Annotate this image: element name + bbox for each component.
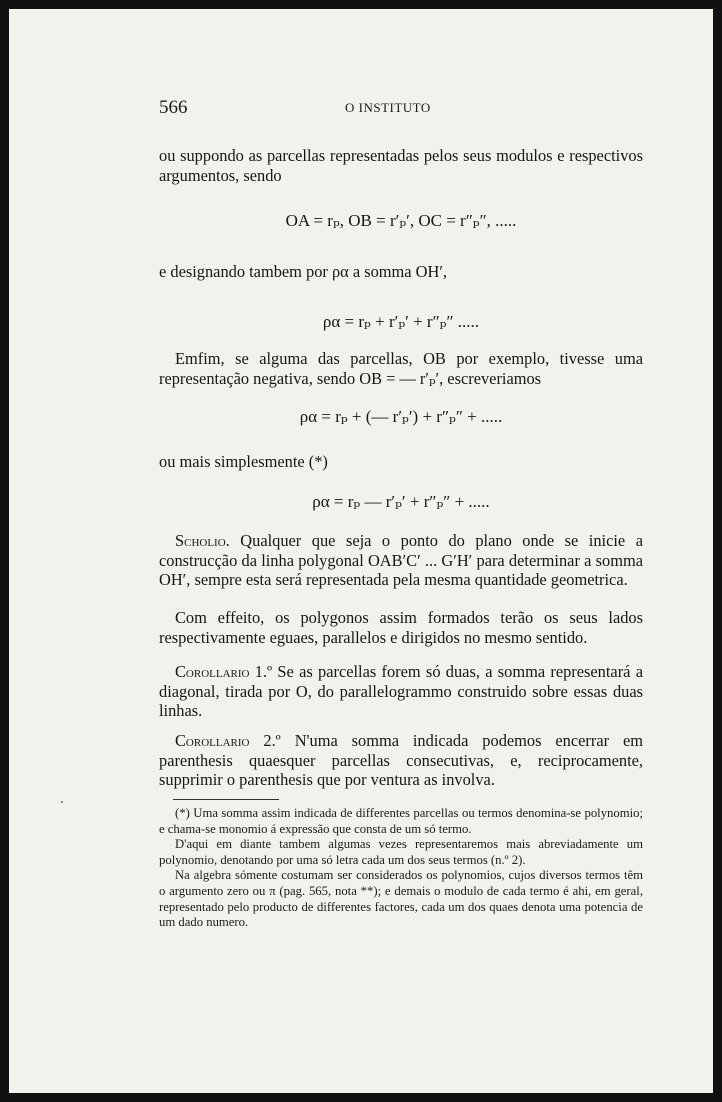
corollary-2-label: Corollario 2.º — [175, 731, 281, 750]
corollary-2-text: N'uma somma indicada podemos encerrar em parenthesis quaesquer parcellas consecutivas, e, reciprocamente, supprimir o parenthesis que por ventura as involva. — [159, 731, 643, 789]
footnote-3: Na algebra sómente costumam ser considerados os polynomios, cujos diversos termos têm o argumento zero ou π (pag. 565, nota **); e demais o modulo de cada termo é ahi, em geral, representado pelo producto de differentes factores, cada um dos quaes denota uma potencia de um dado numero. — [159, 868, 643, 930]
formula-sum: ρα = rₚ + r′ₚ′ + r″ₚ″ ..... — [322, 312, 480, 331]
footnote-2: D'aqui em diante tambem algumas vezes representaremos mais abreviadamente um polynomio, denotando por uma só letra cada um dos seus termos (n.º 2). — [159, 837, 643, 867]
page-header — [159, 97, 643, 123]
corollary-1-text: Se as parcellas forem só duas, a somma representará a diagonal, tirada por O, do parallelogrammo construido sobre essas duas linhas. — [159, 662, 643, 720]
page-number: 566 — [159, 97, 188, 118]
scan-speck — [61, 801, 63, 803]
scholio-text: Qualquer que seja o ponto do plano onde se inicie a construcção da linha polygonal OAB′C′ ... G′H′ para determinar a somma OH′, sempre esta será representada pela mesma quantidade geometrica. — [159, 531, 643, 589]
footnotes — [159, 806, 643, 931]
running-title: O INSTITUTO — [345, 100, 431, 115]
formula-negative: ρα = rₚ + (— r′ₚ′) + r″ₚ″ + ..... — [299, 407, 503, 426]
footnote-divider — [173, 799, 279, 800]
paragraph-designation: e designando tambem por ρα a somma OH′, — [159, 262, 448, 281]
scholio-paragraph — [159, 531, 643, 590]
page — [9, 9, 713, 1093]
formula-simpler: ρα = rₚ — r′ₚ′ + r″ₚ″ + ..... — [312, 492, 490, 511]
paragraph-intro: ou suppondo as parcellas representadas pelos seus modulos e respectivos argumentos, sendo — [159, 146, 643, 185]
corollary-1-label: Corollario 1.º — [175, 662, 273, 681]
footnote-1: (*) Uma somma assim indicada de differentes parcellas ou termos denomina-se polynomio; e chama-se monomio á expressão que consta de um só termo. — [159, 806, 643, 836]
paragraph-negative: Emfim, se alguma das parcellas, OB por exemplo, tivesse uma representação negativa, sendo OB = — r′ₚ′, escreveriamos — [159, 349, 643, 388]
corollary-2-paragraph — [159, 731, 643, 790]
formula-vectors: OA = rₚ, OB = r′ₚ′, OC = r″ₚ″, ..... — [285, 211, 517, 230]
scholio-label: Scholio. — [175, 531, 230, 550]
paragraph-effect: Com effeito, os polygonos assim formados terão os seus lados respectivamente eguaes, parallelos e dirigidos no mesmo sentido. — [159, 608, 643, 647]
corollary-1-paragraph — [159, 662, 643, 721]
paragraph-simpler: ou mais simplesmente (*) — [159, 452, 328, 471]
